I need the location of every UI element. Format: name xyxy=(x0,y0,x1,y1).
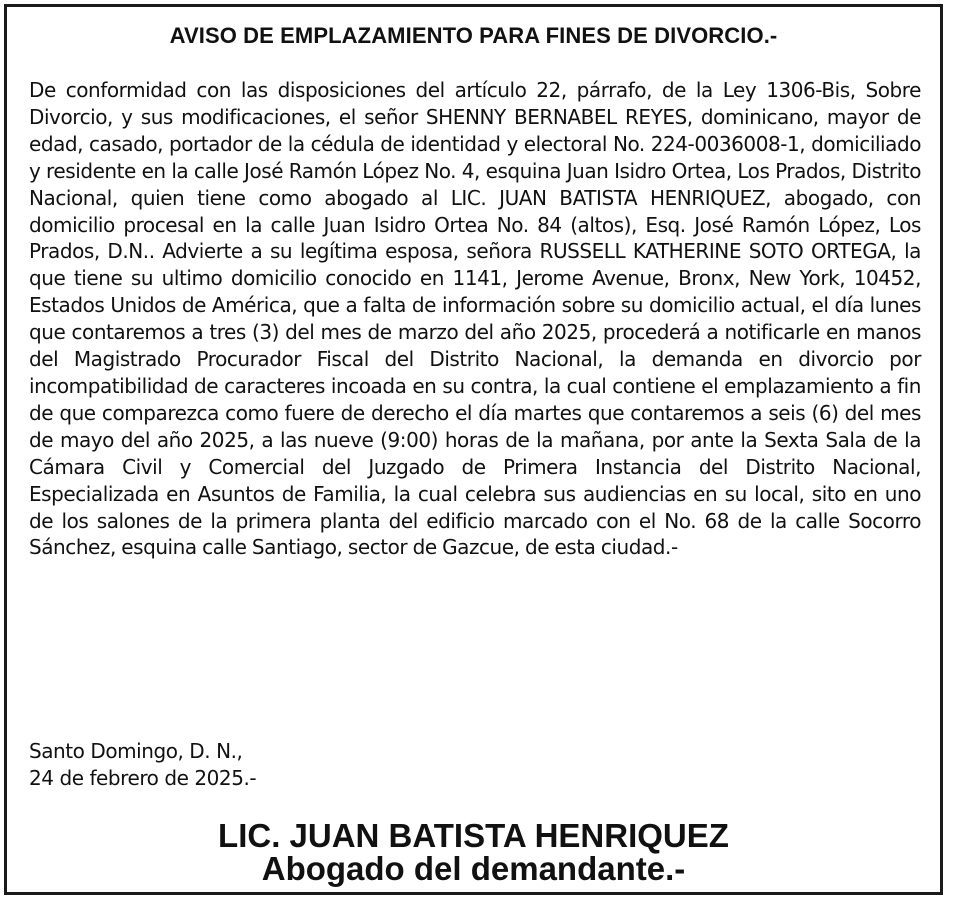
notice-body: De conformidad con las disposiciones del artículo 22, párrafo, de la Ley 1306-Bis, Sobre Divorcio, y sus modificaciones, el señor SHENNY BERNABEL REYES, dominicano, mayor de edad, casado, portador de la cédula de identidad y electoral No. 224-0036008-1, domiciliado y residente en la calle José Ramón López No. 4, esquina Juan Isidro Ortea, Los Prados, Distrito Nacional, quien tiene como abogado al LIC. JUAN BATISTA HENRIQUEZ, abogado, con domicilio procesal en la calle Juan Isidro Ortea No. 84 (altos), Esq. José Ramón López, Los Prados, D.N.. Advierte a su legítima esposa, señora RUSSELL KATHERINE SOTO ORTEGA, la que tiene su ultimo domicilio conocido en 1141, Jerome Avenue, Bronx, New York, 10452, Estados Unidos de América, que a falta de información sobre su domicilio actual, el día lunes que contaremos a tres (3) del mes de marzo del año 2025, procederá a notificarle en manos del Magistrado Procurador Fiscal del Distrito Nacional, la demanda en divorcio por incompatibilidad de caracteres incoada en su contra, la cual contiene el emplazamiento a fin de que comparezca como fuere de derecho el día martes que contaremos a seis (6) del mes de mayo del año 2025, a las nueve (9:00) horas de la mañana, por ante la Sexta Sala de la Cámara Civil y Comercial del Juzgado de Primera Instancia del Distrito Nacional, Especializada en Asuntos de Familia, la cual celebra sus audiencias en su local, sito en uno de los salones de la primera planta del edificio marcado con el No. 68 de la calle Socorro Sánchez, esquina calle Santiago, sector de Gazcue, de esta ciudad.- xyxy=(29,78,921,560)
notice-place: Santo Domingo, D. N., xyxy=(29,739,243,763)
signature-block xyxy=(7,819,940,885)
notice-title: AVISO DE EMPLAZAMIENTO PARA FINES DE DIVORCIO.- xyxy=(169,23,778,48)
place-and-date xyxy=(29,738,256,792)
signer-name: LIC. JUAN BATISTA HENRIQUEZ xyxy=(218,817,729,854)
notice-date: 24 de febrero de 2025.- xyxy=(29,766,257,790)
signer-role: Abogado del demandante.- xyxy=(261,850,686,887)
legal-notice-box xyxy=(4,4,943,895)
